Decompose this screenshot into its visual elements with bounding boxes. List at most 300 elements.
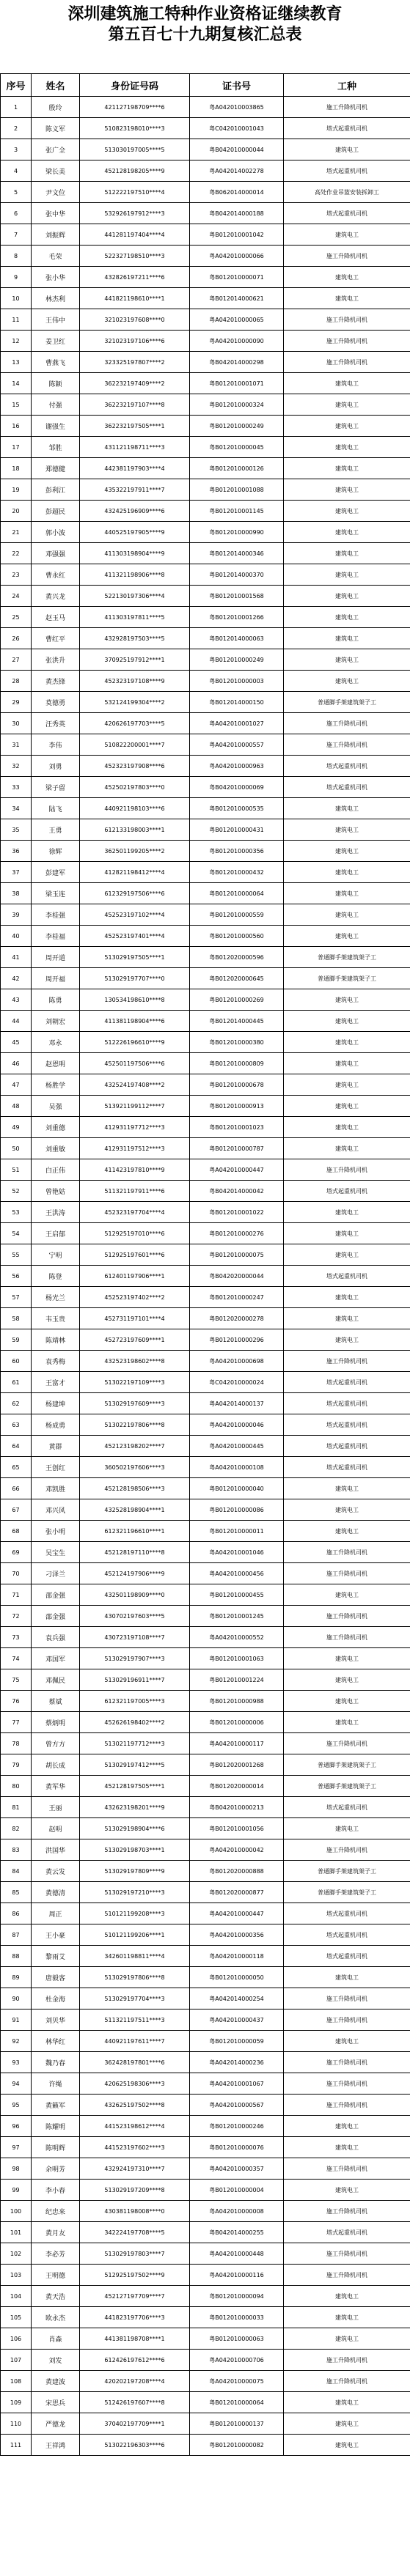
cell-serial: 19 <box>1 479 32 501</box>
cell-id-number: 452626198402****2 <box>80 1712 190 1733</box>
cell-certificate-number: 粤B012010000559 <box>190 904 284 926</box>
cell-id-number: 342601198811****4 <box>80 1946 190 1967</box>
cell-id-number: 452723197609****1 <box>80 1329 190 1351</box>
cell-certificate-number: 粤B012010001071 <box>190 373 284 394</box>
cell-certificate-number: 粤A042010000117 <box>190 1733 284 1754</box>
cell-name: 刘贝华 <box>32 2009 80 2031</box>
cell-serial: 6 <box>1 203 32 224</box>
cell-certificate-number: 粤B012010001266 <box>190 607 284 628</box>
table-row <box>1 1946 410 1967</box>
cell-id-number: 513029197505****1 <box>80 947 190 968</box>
table-row <box>1 2009 410 2031</box>
header-name: 姓名 <box>32 74 80 97</box>
cell-serial: 4 <box>1 160 32 182</box>
table-row <box>1 989 410 1011</box>
cell-id-number: 513029197704****3 <box>80 1988 190 2009</box>
cell-serial: 108 <box>1 2371 32 2392</box>
cell-id-number: 411303197811****5 <box>80 607 190 628</box>
cell-name: 李伟 <box>32 734 80 756</box>
cell-name: 韦玉贵 <box>32 1308 80 1329</box>
cell-certificate-number: 粤B012014000370 <box>190 564 284 586</box>
cell-id-number: 411303198904****9 <box>80 543 190 564</box>
table-row <box>1 862 410 883</box>
cell-certificate-number: 粤B012010000276 <box>190 1223 284 1244</box>
cell-certificate-number: 粤B012010000064 <box>190 883 284 904</box>
cell-id-number: 452124197906****9 <box>80 1563 190 1584</box>
cell-certificate-number: 粤A042010000448 <box>190 2243 284 2265</box>
cell-name: 陆飞 <box>32 798 80 819</box>
cell-certificate-number: 粤B012020000877 <box>190 1882 284 1903</box>
cell-certificate-number: 粤B012010000809 <box>190 1053 284 1074</box>
cell-serial: 43 <box>1 989 32 1011</box>
cell-serial: 70 <box>1 1563 32 1584</box>
cell-trade: 施工升降机司机 <box>284 1351 410 1372</box>
cell-serial: 30 <box>1 713 32 734</box>
cell-certificate-number: 粤B012010000247 <box>190 1287 284 1308</box>
cell-serial: 91 <box>1 2009 32 2031</box>
cell-trade: 施工升降机司机 <box>284 2158 410 2180</box>
cell-name: 张中华 <box>32 203 80 224</box>
cell-certificate-number: 粤B012010000324 <box>190 394 284 416</box>
cell-certificate-number: 粤B012010001145 <box>190 501 284 522</box>
cell-id-number: 362428197801****6 <box>80 2052 190 2073</box>
table-row <box>1 2371 410 2392</box>
cell-serial: 105 <box>1 2307 32 2328</box>
cell-id-number: 513029197210****3 <box>80 1882 190 1903</box>
table-row <box>1 1967 410 1988</box>
cell-serial: 5 <box>1 182 32 203</box>
cell-certificate-number: 粤B012010001056 <box>190 1818 284 1839</box>
cell-serial: 65 <box>1 1457 32 1478</box>
cell-serial: 27 <box>1 649 32 671</box>
table-row <box>1 1457 410 1478</box>
title-line-1: 深圳建筑施工特种作业资格证继续教育 <box>67 5 343 23</box>
table-row <box>1 2286 410 2307</box>
cell-serial: 82 <box>1 1818 32 1839</box>
cell-certificate-number: 粤B042010000213 <box>190 1797 284 1818</box>
cell-trade: 普通脚手架建筑架子工 <box>284 1776 410 1797</box>
cell-trade: 建筑电工 <box>284 564 410 586</box>
cell-id-number: 130534198610****8 <box>80 989 190 1011</box>
cell-serial: 15 <box>1 394 32 416</box>
cell-serial: 63 <box>1 1414 32 1436</box>
cell-name: 徐辉 <box>32 841 80 862</box>
cell-serial: 21 <box>1 522 32 543</box>
cell-trade: 建筑电工 <box>284 628 410 649</box>
cell-id-number: 452128197505****1 <box>80 1776 190 1797</box>
cell-trade: 施工升降机司机 <box>284 246 410 267</box>
cell-trade: 建筑电工 <box>284 394 410 416</box>
cell-id-number: 512226196610****9 <box>80 1032 190 1053</box>
table-row <box>1 501 410 522</box>
table-row <box>1 1988 410 2009</box>
cell-name: 曾方方 <box>32 1733 80 1754</box>
cell-trade: 建筑电工 <box>284 1478 410 1499</box>
cell-certificate-number: 粤B012010000033 <box>190 2307 284 2328</box>
cell-name: 杜金海 <box>32 1988 80 2009</box>
cell-certificate-number: 粤B012010000126 <box>190 458 284 479</box>
table-row <box>1 373 410 394</box>
table-row <box>1 1924 410 1946</box>
table-row <box>1 543 410 564</box>
cell-trade: 建筑电工 <box>284 501 410 522</box>
cell-certificate-number: 粤B042010000044 <box>190 139 284 160</box>
cell-name: 许绳 <box>32 2073 80 2095</box>
cell-serial: 94 <box>1 2073 32 2095</box>
cell-name: 刘勇 <box>32 756 80 777</box>
cell-name: 邓佩民 <box>32 1669 80 1691</box>
cell-name: 张洪升 <box>32 649 80 671</box>
table-row <box>1 1882 410 1903</box>
cell-name: 蔡斌 <box>32 1691 80 1712</box>
cell-id-number: 513029196911****7 <box>80 1669 190 1691</box>
cell-id-number: 513029197707****0 <box>80 968 190 989</box>
cell-serial: 40 <box>1 926 32 947</box>
cell-certificate-number: 粤B012014000621 <box>190 288 284 309</box>
cell-certificate-number: 粤A042010000567 <box>190 2095 284 2116</box>
cell-certificate-number: 粤A042010000557 <box>190 734 284 756</box>
cell-id-number: 510823198010****3 <box>80 118 190 139</box>
cell-trade: 施工升降机司机 <box>284 1988 410 2009</box>
cell-id-number: 452128198205****9 <box>80 160 190 182</box>
cell-certificate-number: 粤B012010000249 <box>190 649 284 671</box>
table-row <box>1 1074 410 1096</box>
cell-name: 严德龙 <box>32 2413 80 2435</box>
cell-serial: 68 <box>1 1521 32 1542</box>
cell-name: 周开道 <box>32 947 80 968</box>
cell-serial: 97 <box>1 2137 32 2158</box>
cell-trade: 建筑电工 <box>284 224 410 246</box>
cell-id-number: 432524197408****2 <box>80 1074 190 1096</box>
cell-trade: 建筑电工 <box>284 543 410 564</box>
cell-serial: 34 <box>1 798 32 819</box>
cell-name: 李小春 <box>32 2180 80 2201</box>
table-row <box>1 1372 410 1393</box>
cell-serial: 95 <box>1 2095 32 2116</box>
cell-id-number: 513029198904****6 <box>80 1818 190 1839</box>
cell-certificate-number: 粤B012010000678 <box>190 1074 284 1096</box>
table-row <box>1 841 410 862</box>
cell-trade: 建筑电工 <box>284 1287 410 1308</box>
cell-id-number: 513029197803****7 <box>80 2243 190 2265</box>
cell-id-number: 430381198008****0 <box>80 2201 190 2222</box>
cell-certificate-number: 粤B012010001063 <box>190 1648 284 1669</box>
cell-serial: 41 <box>1 947 32 968</box>
cell-name: 黄群 <box>32 1436 80 1457</box>
cell-name: 姜卫红 <box>32 331 80 352</box>
table-row <box>1 394 410 416</box>
cell-name: 陈勇 <box>32 989 80 1011</box>
table-row <box>1 904 410 926</box>
cell-name: 邵金强 <box>32 1606 80 1627</box>
cell-serial: 38 <box>1 883 32 904</box>
table-row <box>1 756 410 777</box>
cell-trade: 塔式起重机司机 <box>284 1181 410 1202</box>
cell-name: 赵玉马 <box>32 607 80 628</box>
cell-serial: 88 <box>1 1946 32 1967</box>
cell-certificate-number: 粤B012010000006 <box>190 1712 284 1733</box>
table-row <box>1 2350 410 2371</box>
cell-trade: 施工升降机司机 <box>284 1606 410 1627</box>
cell-serial: 42 <box>1 968 32 989</box>
cell-id-number: 441523197602****3 <box>80 2137 190 2158</box>
cell-trade: 建筑电工 <box>284 586 410 607</box>
cell-certificate-number: 粤B012014000150 <box>190 692 284 713</box>
cell-trade: 普通脚手架建筑架子工 <box>284 692 410 713</box>
cell-name: 付强 <box>32 394 80 416</box>
table-row <box>1 2222 410 2243</box>
table-row <box>1 1903 410 1924</box>
cell-id-number: 321023197608****0 <box>80 309 190 331</box>
table-row <box>1 1797 410 1818</box>
cell-certificate-number: 粤A042010003865 <box>190 97 284 118</box>
cell-trade: 建筑电工 <box>284 267 410 288</box>
cell-name: 张小明 <box>32 1521 80 1542</box>
cell-id-number: 412931197712****3 <box>80 1117 190 1138</box>
cell-id-number: 323325197807****2 <box>80 352 190 373</box>
table-row <box>1 1329 410 1351</box>
cell-id-number: 510121199206****1 <box>80 1924 190 1946</box>
table-row <box>1 1754 410 1776</box>
cell-name: 彭超民 <box>32 501 80 522</box>
table-row <box>1 607 410 628</box>
table-row <box>1 2052 410 2073</box>
table-row <box>1 734 410 756</box>
cell-id-number: 512925197601****6 <box>80 1244 190 1266</box>
cell-id-number: 512925197502****9 <box>80 2265 190 2286</box>
cell-trade: 施工升降机司机 <box>284 2201 410 2222</box>
cell-name: 蔡炳明 <box>32 1712 80 1733</box>
cell-id-number: 512222197510****4 <box>80 182 190 203</box>
cell-name: 王伟中 <box>32 309 80 331</box>
cell-id-number: 513029197806****8 <box>80 1967 190 1988</box>
cell-serial: 9 <box>1 267 32 288</box>
cell-trade: 施工升降机司机 <box>284 352 410 373</box>
cell-id-number: 532124199304****2 <box>80 692 190 713</box>
table-row <box>1 968 410 989</box>
cell-serial: 28 <box>1 671 32 692</box>
cell-serial: 55 <box>1 1244 32 1266</box>
cell-id-number: 452501197506****6 <box>80 1053 190 1074</box>
cell-certificate-number: 粤A042010001027 <box>190 713 284 734</box>
cell-name: 杨建坤 <box>32 1393 80 1414</box>
cell-certificate-number: 粤A042010000090 <box>190 331 284 352</box>
cell-trade: 建筑电工 <box>284 437 410 458</box>
cell-certificate-number: 粤B012010000249 <box>190 416 284 437</box>
table-row <box>1 883 410 904</box>
cell-certificate-number: 粤A042010000963 <box>190 756 284 777</box>
cell-serial: 57 <box>1 1287 32 1308</box>
cell-name: 邵金强 <box>32 1584 80 1606</box>
header-serial: 序号 <box>1 74 32 97</box>
cell-trade: 建筑电工 <box>284 1223 410 1244</box>
cell-name: 袁秀梅 <box>32 1351 80 1372</box>
cell-trade: 施工升降机司机 <box>284 2265 410 2286</box>
cell-serial: 73 <box>1 1627 32 1648</box>
cell-id-number: 612321197005****3 <box>80 1691 190 1712</box>
cell-serial: 69 <box>1 1542 32 1563</box>
table-row <box>1 1669 410 1691</box>
cell-name: 黄军华 <box>32 1776 80 1797</box>
cell-trade: 建筑电工 <box>284 1712 410 1733</box>
cell-serial: 80 <box>1 1776 32 1797</box>
cell-trade: 施工升降机司机 <box>284 309 410 331</box>
cell-certificate-number: 粤B012010000076 <box>190 2137 284 2158</box>
table-row <box>1 309 410 331</box>
cell-trade: 施工升降机司机 <box>284 2371 410 2392</box>
cell-trade: 建筑电工 <box>284 2137 410 2158</box>
cell-name: 陈耀明 <box>32 2116 80 2137</box>
cell-trade: 建筑电工 <box>284 1818 410 1839</box>
cell-serial: 78 <box>1 1733 32 1754</box>
cell-trade: 建筑电工 <box>284 989 410 1011</box>
cell-certificate-number: 粤B012010001022 <box>190 1202 284 1223</box>
cell-id-number: 513029197209****8 <box>80 2180 190 2201</box>
cell-certificate-number: 粤B012010001088 <box>190 479 284 501</box>
cell-id-number: 421127198709****6 <box>80 97 190 118</box>
cell-certificate-number: 粤C042010001043 <box>190 118 284 139</box>
cell-certificate-number: 粤B012020000888 <box>190 1861 284 1882</box>
cell-trade: 施工升降机司机 <box>284 734 410 756</box>
cell-serial: 75 <box>1 1669 32 1691</box>
cell-serial: 110 <box>1 2413 32 2435</box>
cell-trade: 建筑电工 <box>284 1053 410 1074</box>
cell-id-number: 522130197306****4 <box>80 586 190 607</box>
table-row <box>1 1733 410 1754</box>
table-row <box>1 2137 410 2158</box>
cell-id-number: 512426197607****8 <box>80 2392 190 2413</box>
cell-serial: 18 <box>1 458 32 479</box>
cell-certificate-number: 粤A042014000137 <box>190 1393 284 1414</box>
cell-certificate-number: 粤B012020000596 <box>190 947 284 968</box>
cell-trade: 建筑电工 <box>284 1074 410 1096</box>
table-row <box>1 2328 410 2350</box>
cell-certificate-number: 粤B012010000988 <box>190 1691 284 1712</box>
cell-trade: 施工升降机司机 <box>284 1839 410 1861</box>
cell-name: 邓强强 <box>32 543 80 564</box>
cell-trade: 普通脚手架建筑架子工 <box>284 947 410 968</box>
cell-certificate-number: 粤A042010000356 <box>190 1924 284 1946</box>
cell-trade: 建筑电工 <box>284 841 410 862</box>
cell-id-number: 432928197503****5 <box>80 628 190 649</box>
cell-id-number: 420202197208****4 <box>80 2371 190 2392</box>
cell-name: 王启郁 <box>32 1223 80 1244</box>
cell-name: 赵恩明 <box>32 1053 80 1074</box>
table-header-row <box>1 74 410 97</box>
cell-trade: 施工升降机司机 <box>284 1733 410 1754</box>
title-line-2: 第五百七十九期复核汇总表 <box>108 26 302 44</box>
cell-trade: 建筑电工 <box>284 2286 410 2307</box>
cell-trade: 塔式起重机司机 <box>284 1393 410 1414</box>
cell-certificate-number: 粤B012010001568 <box>190 586 284 607</box>
cell-serial: 10 <box>1 288 32 309</box>
cell-trade: 建筑电工 <box>284 607 410 628</box>
cell-trade: 普通脚手架建筑架子工 <box>284 1754 410 1776</box>
table-row <box>1 2243 410 2265</box>
table-row <box>1 1159 410 1181</box>
cell-name: 洪国华 <box>32 1839 80 1861</box>
cell-serial: 111 <box>1 2435 32 2456</box>
cell-serial: 59 <box>1 1329 32 1351</box>
cell-trade: 建筑电工 <box>284 1648 410 1669</box>
table-row <box>1 1818 410 1839</box>
cell-trade: 建筑电工 <box>284 1669 410 1691</box>
cell-trade: 建筑电工 <box>284 1117 410 1138</box>
cell-name: 王洪涛 <box>32 1202 80 1223</box>
cell-name: 袁兵强 <box>32 1627 80 1648</box>
cell-serial: 67 <box>1 1499 32 1521</box>
cell-id-number: 452731197101****4 <box>80 1308 190 1329</box>
header-trade: 工种 <box>284 74 410 97</box>
cell-certificate-number: 粤A042010000552 <box>190 1627 284 1648</box>
cell-certificate-number: 粤B012010000380 <box>190 1032 284 1053</box>
table-row <box>1 2095 410 2116</box>
cell-trade: 塔式起重机司机 <box>284 1903 410 1924</box>
table-row <box>1 1584 410 1606</box>
cell-serial: 61 <box>1 1372 32 1393</box>
cell-certificate-number: 粤A042010000046 <box>190 1414 284 1436</box>
cell-name: 彭利江 <box>32 479 80 501</box>
cell-name: 毛荣 <box>32 246 80 267</box>
table-row <box>1 437 410 458</box>
cell-id-number: 452523197102****4 <box>80 904 190 926</box>
cell-name: 彭建军 <box>32 862 80 883</box>
cell-id-number: 431121198711****3 <box>80 437 190 458</box>
cell-trade: 塔式起重机司机 <box>284 756 410 777</box>
cell-name: 吴宝生 <box>32 1542 80 1563</box>
cell-serial: 102 <box>1 2243 32 2265</box>
cell-id-number: 513022197806****8 <box>80 1414 190 1436</box>
cell-name: 宋思兵 <box>32 2392 80 2413</box>
table-row <box>1 182 410 203</box>
table-row <box>1 352 410 373</box>
cell-certificate-number: 粤B012010000246 <box>190 2116 284 2137</box>
cell-serial: 33 <box>1 777 32 798</box>
cell-id-number: 441281197404****4 <box>80 224 190 246</box>
cell-id-number: 432523198602****8 <box>80 1351 190 1372</box>
cell-certificate-number: 粤B012020000278 <box>190 1308 284 1329</box>
cell-id-number: 513029197609****3 <box>80 1393 190 1414</box>
table-row <box>1 1478 410 1499</box>
cell-certificate-number: 粤A042014002278 <box>190 160 284 182</box>
cell-trade: 塔式起重机司机 <box>284 203 410 224</box>
cell-name: 黄月友 <box>32 2222 80 2243</box>
cell-trade: 建筑电工 <box>284 2413 410 2435</box>
cell-certificate-number: 粤A042014000254 <box>190 1988 284 2009</box>
cell-name: 黄建波 <box>32 2371 80 2392</box>
cell-serial: 50 <box>1 1138 32 1159</box>
cell-name: 肖森 <box>32 2328 80 2350</box>
table-row <box>1 1138 410 1159</box>
cell-trade: 建筑电工 <box>284 1244 410 1266</box>
cell-trade: 建筑电工 <box>284 458 410 479</box>
cell-serial: 2 <box>1 118 32 139</box>
cell-serial: 22 <box>1 543 32 564</box>
cell-name: 郭小波 <box>32 522 80 543</box>
cell-name: 宁明 <box>32 1244 80 1266</box>
cell-certificate-number: 粤B012010000011 <box>190 1521 284 1542</box>
cell-id-number: 441523198612****4 <box>80 2116 190 2137</box>
table-row <box>1 2307 410 2328</box>
cell-name: 陈义军 <box>32 118 80 139</box>
cell-certificate-number: 粤B012010001245 <box>190 1606 284 1627</box>
cell-trade: 建筑电工 <box>284 1096 410 1117</box>
cell-name: 周开福 <box>32 968 80 989</box>
table-row <box>1 777 410 798</box>
cell-trade: 建筑电工 <box>284 671 410 692</box>
cell-name: 林杰利 <box>32 288 80 309</box>
cell-name: 梁长美 <box>32 160 80 182</box>
